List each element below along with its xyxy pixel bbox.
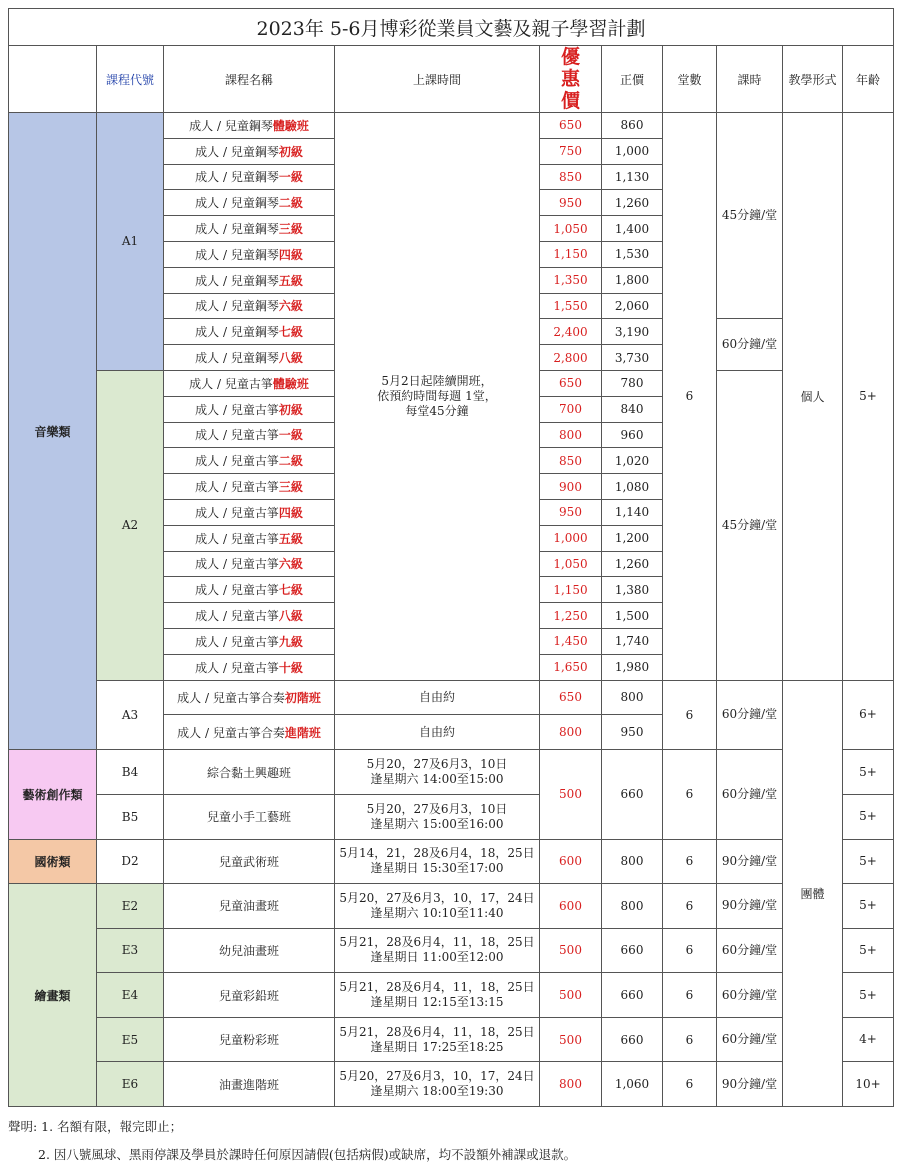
table-row — [9, 1062, 894, 1107]
course-name-prefix: 成人 / 兒童古箏 — [195, 609, 279, 624]
age: 5+ — [843, 750, 894, 795]
discount-price: 1,150 — [540, 577, 602, 603]
regular-price: 660 — [602, 750, 663, 839]
note-line-1: 聲明: 1. 名額有限，報完即止； — [8, 1119, 183, 1134]
duration: 60分鐘/堂 — [717, 928, 783, 973]
session-count: 6 — [663, 1017, 717, 1062]
course-name — [164, 396, 335, 422]
age: 5+ — [843, 113, 894, 681]
discount-price: 1,650 — [540, 654, 602, 680]
course-level: 四級 — [278, 247, 303, 262]
course-name — [164, 499, 335, 525]
course-level: 六級 — [278, 299, 303, 314]
discount-price: 800 — [540, 715, 602, 750]
course-name-prefix: 成人 / 兒童古箏 — [195, 454, 279, 469]
course-name — [164, 525, 335, 551]
class-time-line2: 依預約時間每週 1堂， — [377, 388, 497, 403]
course-name — [164, 319, 335, 345]
regular-price: 1,080 — [602, 474, 663, 500]
session-count: 6 — [663, 680, 717, 750]
course-name-prefix: 成人 / 兒童鋼琴 — [195, 247, 279, 262]
discount-price: 500 — [540, 973, 602, 1018]
regular-price: 3,730 — [602, 345, 663, 371]
table-row — [9, 680, 894, 715]
course-name — [164, 190, 335, 216]
discount-price: 2,800 — [540, 345, 602, 371]
header-discount — [540, 46, 602, 113]
duration: 60分鐘/堂 — [717, 1017, 783, 1062]
course-code: E3 — [97, 928, 164, 973]
header-sessions: 堂數 — [663, 46, 717, 113]
table-row — [9, 928, 894, 973]
age: 6+ — [843, 680, 894, 750]
class-time: 自由約 — [335, 680, 540, 715]
course-level: 八級 — [278, 609, 303, 624]
course-name — [164, 138, 335, 164]
class-time-line1: 5月20，27及6月3，10，17，24日 — [339, 890, 535, 905]
class-time-line2: 逢星期日 17:25至18:25 — [370, 1039, 504, 1054]
class-time: 自由約 — [335, 715, 540, 750]
class-time-line2: 逢星期六 14:00至15:00 — [370, 772, 504, 787]
course-name — [164, 680, 335, 715]
header-price: 正價 — [602, 46, 663, 113]
regular-price: 1,500 — [602, 603, 663, 629]
discount-price: 900 — [540, 474, 602, 500]
course-name — [164, 715, 335, 750]
course-code: E6 — [97, 1062, 164, 1107]
class-time-line2: 逢星期六 15:00至16:00 — [370, 816, 504, 831]
class-time-line1: 5月21，28及6月4，11，18，25日 — [339, 935, 535, 950]
course-name — [164, 603, 335, 629]
discount-price: 1,000 — [540, 525, 602, 551]
course-code: A2 — [97, 370, 164, 680]
course-name — [164, 216, 335, 242]
session-count: 6 — [663, 113, 717, 681]
course-name: 兒童粉彩班 — [164, 1017, 335, 1062]
duration: 90分鐘/堂 — [717, 1062, 783, 1107]
duration: 60分鐘/堂 — [717, 319, 783, 371]
discount-price: 650 — [540, 113, 602, 139]
course-name: 兒童小手工藝班 — [164, 794, 335, 839]
course-name: 兒童武術班 — [164, 839, 335, 884]
regular-price: 1,530 — [602, 241, 663, 267]
duration: 90分鐘/堂 — [717, 884, 783, 929]
regular-price: 1,380 — [602, 577, 663, 603]
discount-price: 950 — [540, 190, 602, 216]
class-time-line1: 5月2日起陸續開班， — [381, 373, 493, 388]
discount-price: 500 — [540, 928, 602, 973]
page-title: 2023年 5-6月博彩從業員文藝及親子學習計劃 — [9, 9, 894, 46]
course-level: 七級 — [278, 583, 303, 598]
course-code: E5 — [97, 1017, 164, 1062]
course-name-prefix: 成人 / 兒童鋼琴 — [189, 118, 273, 133]
session-count: 6 — [663, 973, 717, 1018]
header-discount-text: 優惠價 — [560, 46, 580, 112]
age: 5+ — [843, 973, 894, 1018]
course-name-prefix: 成人 / 兒童古箏 — [195, 480, 279, 495]
regular-price: 780 — [602, 370, 663, 396]
course-name — [164, 551, 335, 577]
course-code: E4 — [97, 973, 164, 1018]
class-time-line2: 逢星期日 11:00至12:00 — [370, 950, 504, 965]
duration: 90分鐘/堂 — [717, 839, 783, 884]
class-time — [335, 1017, 540, 1062]
class-time-line1: 5月14，21，28及6月4，18，25日 — [339, 846, 535, 861]
table-row — [9, 884, 894, 929]
regular-price: 800 — [602, 680, 663, 715]
course-level: 二級 — [278, 196, 303, 211]
course-name — [164, 164, 335, 190]
discount-price: 1,050 — [540, 551, 602, 577]
regular-price: 1,020 — [602, 448, 663, 474]
course-level: 體驗班 — [272, 376, 309, 391]
course-name-prefix: 成人 / 兒童鋼琴 — [195, 325, 279, 340]
course-level: 初級 — [278, 402, 303, 417]
class-time-line1: 5月21，28及6月4，11，18，25日 — [339, 1024, 535, 1039]
duration: 60分鐘/堂 — [717, 750, 783, 839]
discount-price: 600 — [540, 884, 602, 929]
discount-price: 650 — [540, 680, 602, 715]
course-name-prefix: 成人 / 兒童古箏合奏 — [177, 690, 285, 705]
discount-price: 1,250 — [540, 603, 602, 629]
class-time-line1: 5月20，27及6月3，10日 — [366, 801, 508, 816]
class-time-line2: 逢星期日 15:30至17:00 — [370, 861, 504, 876]
course-level: 體驗班 — [272, 118, 309, 133]
age: 5+ — [843, 884, 894, 929]
regular-price: 1,130 — [602, 164, 663, 190]
regular-price: 840 — [602, 396, 663, 422]
table-row — [9, 839, 894, 884]
category-painting: 繪畫類 — [9, 884, 97, 1107]
course-level: 六級 — [278, 557, 303, 572]
course-level: 十級 — [278, 660, 303, 675]
class-time-line2: 逢星期六 10:10至11:40 — [370, 905, 504, 920]
class-time — [335, 750, 540, 795]
course-level: 三級 — [278, 222, 303, 237]
header-time: 上課時間 — [335, 46, 540, 113]
header-name: 課程名稱 — [164, 46, 335, 113]
discount-price: 1,350 — [540, 267, 602, 293]
session-count: 6 — [663, 1062, 717, 1107]
regular-price: 800 — [602, 884, 663, 929]
discount-price: 500 — [540, 750, 602, 839]
category-music: 音樂類 — [9, 113, 97, 750]
course-name — [164, 654, 335, 680]
course-name: 兒童油畫班 — [164, 884, 335, 929]
course-level: 四級 — [278, 505, 303, 520]
course-name-prefix: 成人 / 兒童鋼琴 — [195, 144, 279, 159]
course-name: 幼兒油畫班 — [164, 928, 335, 973]
discount-price: 1,150 — [540, 241, 602, 267]
class-time-line1: 5月21，28及6月4，11，18，25日 — [339, 980, 535, 995]
session-count: 6 — [663, 750, 717, 839]
category-art: 藝術創作類 — [9, 750, 97, 839]
regular-price: 2,060 — [602, 293, 663, 319]
session-count: 6 — [663, 839, 717, 884]
course-name-prefix: 成人 / 兒童古箏 — [195, 531, 279, 546]
class-time — [335, 884, 540, 929]
age: 5+ — [843, 839, 894, 884]
discount-price: 750 — [540, 138, 602, 164]
course-name — [164, 370, 335, 396]
course-name-prefix: 成人 / 兒童古箏 — [195, 660, 279, 675]
age: 5+ — [843, 928, 894, 973]
regular-price: 1,980 — [602, 654, 663, 680]
duration: 45分鐘/堂 — [717, 370, 783, 680]
discount-price: 600 — [540, 839, 602, 884]
course-level: 九級 — [278, 634, 303, 649]
session-count: 6 — [663, 884, 717, 929]
regular-price: 1,140 — [602, 499, 663, 525]
discount-price: 1,550 — [540, 293, 602, 319]
discount-price: 950 — [540, 499, 602, 525]
class-time — [335, 928, 540, 973]
header-code: 課程代號 — [97, 46, 164, 113]
header-age: 年齡 — [843, 46, 894, 113]
regular-price: 1,200 — [602, 525, 663, 551]
course-name-prefix: 成人 / 兒童鋼琴 — [195, 273, 279, 288]
header-blank — [9, 46, 97, 113]
course-table — [8, 8, 894, 1107]
table-row — [9, 1017, 894, 1062]
table-row — [9, 113, 894, 139]
header-duration: 課時 — [717, 46, 783, 113]
category-martial: 國術類 — [9, 839, 97, 884]
course-level: 一級 — [278, 170, 303, 185]
course-name — [164, 448, 335, 474]
course-name-prefix: 成人 / 兒童古箏 — [195, 583, 279, 598]
header-row — [9, 46, 894, 113]
course-code: D2 — [97, 839, 164, 884]
course-name — [164, 422, 335, 448]
class-time — [335, 973, 540, 1018]
course-code: A1 — [97, 113, 164, 371]
regular-price: 1,400 — [602, 216, 663, 242]
course-level: 二級 — [278, 454, 303, 469]
discount-price: 800 — [540, 1062, 602, 1107]
course-level: 初級 — [278, 144, 303, 159]
course-level: 三級 — [278, 480, 303, 495]
age: 5+ — [843, 794, 894, 839]
regular-price: 1,260 — [602, 190, 663, 216]
course-level: 初階班 — [284, 690, 321, 705]
discount-price: 1,050 — [540, 216, 602, 242]
course-name — [164, 113, 335, 139]
class-time — [335, 1062, 540, 1107]
course-name — [164, 241, 335, 267]
course-name — [164, 345, 335, 371]
session-count: 6 — [663, 928, 717, 973]
course-name-prefix: 成人 / 兒童鋼琴 — [195, 299, 279, 314]
course-name-prefix: 成人 / 兒童古箏 — [195, 634, 279, 649]
course-level: 一級 — [278, 428, 303, 443]
course-name — [164, 293, 335, 319]
discount-price: 500 — [540, 1017, 602, 1062]
course-name — [164, 474, 335, 500]
discount-price: 2,400 — [540, 319, 602, 345]
discount-price: 700 — [540, 396, 602, 422]
course-level: 八級 — [278, 351, 303, 366]
duration: 60分鐘/堂 — [717, 973, 783, 1018]
regular-price: 1,740 — [602, 628, 663, 654]
discount-price: 1,450 — [540, 628, 602, 654]
regular-price: 1,060 — [602, 1062, 663, 1107]
regular-price: 860 — [602, 113, 663, 139]
course-level: 七級 — [278, 325, 303, 340]
course-name-prefix: 成人 / 兒童鋼琴 — [195, 170, 279, 185]
course-level: 五級 — [278, 531, 303, 546]
course-name-prefix: 成人 / 兒童古箏 — [195, 402, 279, 417]
class-time-line3: 每堂45分鐘 — [405, 403, 469, 418]
course-code: E2 — [97, 884, 164, 929]
course-name-prefix: 成人 / 兒童鋼琴 — [195, 196, 279, 211]
regular-price: 1,800 — [602, 267, 663, 293]
course-name — [164, 577, 335, 603]
table-row — [9, 750, 894, 795]
class-time-line1: 5月20，27及6月3，10，17，24日 — [339, 1069, 535, 1084]
course-name-prefix: 成人 / 兒童鋼琴 — [195, 351, 279, 366]
class-time — [335, 794, 540, 839]
notes — [8, 1113, 576, 1169]
class-time-line2: 逢星期六 18:00至19:30 — [370, 1084, 504, 1099]
class-time — [335, 839, 540, 884]
course-code: A3 — [97, 680, 164, 750]
course-code: B4 — [97, 750, 164, 795]
regular-price: 660 — [602, 973, 663, 1018]
regular-price: 1,260 — [602, 551, 663, 577]
course-name-prefix: 成人 / 兒童古箏 — [189, 376, 273, 391]
course-name — [164, 267, 335, 293]
discount-price: 850 — [540, 164, 602, 190]
discount-price: 800 — [540, 422, 602, 448]
course-name: 油畫進階班 — [164, 1062, 335, 1107]
header-form: 教學形式 — [783, 46, 843, 113]
course-name — [164, 628, 335, 654]
course-name-prefix: 成人 / 兒童古箏 — [195, 505, 279, 520]
regular-price: 800 — [602, 839, 663, 884]
regular-price: 660 — [602, 928, 663, 973]
class-time-line2: 逢星期日 12:15至13:15 — [370, 995, 504, 1010]
discount-price: 650 — [540, 370, 602, 396]
course-name-prefix: 成人 / 兒童鋼琴 — [195, 222, 279, 237]
regular-price: 950 — [602, 715, 663, 750]
course-code: B5 — [97, 794, 164, 839]
course-name-prefix: 成人 / 兒童古箏 — [195, 557, 279, 572]
age: 10+ — [843, 1062, 894, 1107]
class-time — [335, 113, 540, 681]
regular-price: 660 — [602, 1017, 663, 1062]
class-time-line1: 5月20，27及6月3，10日 — [366, 757, 508, 772]
duration: 45分鐘/堂 — [717, 113, 783, 319]
course-name: 綜合黏土興趣班 — [164, 750, 335, 795]
note-line-2: 2. 因八號風球、黑雨停課及學員於課時任何原因請假(包括病假)或缺席，均不設額外補課或退款。 — [38, 1147, 577, 1162]
teaching-form: 個人 — [783, 113, 843, 681]
regular-price: 960 — [602, 422, 663, 448]
regular-price: 1,000 — [602, 138, 663, 164]
regular-price: 3,190 — [602, 319, 663, 345]
age: 4+ — [843, 1017, 894, 1062]
course-level: 五級 — [278, 273, 303, 288]
table-row — [9, 973, 894, 1018]
course-name-prefix: 成人 / 兒童古箏 — [195, 428, 279, 443]
course-level: 進階班 — [284, 725, 321, 740]
teaching-form: 團體 — [783, 680, 843, 1107]
course-name: 兒童彩鉛班 — [164, 973, 335, 1018]
course-name-prefix: 成人 / 兒童古箏合奏 — [177, 725, 285, 740]
discount-price: 850 — [540, 448, 602, 474]
duration: 60分鐘/堂 — [717, 680, 783, 750]
